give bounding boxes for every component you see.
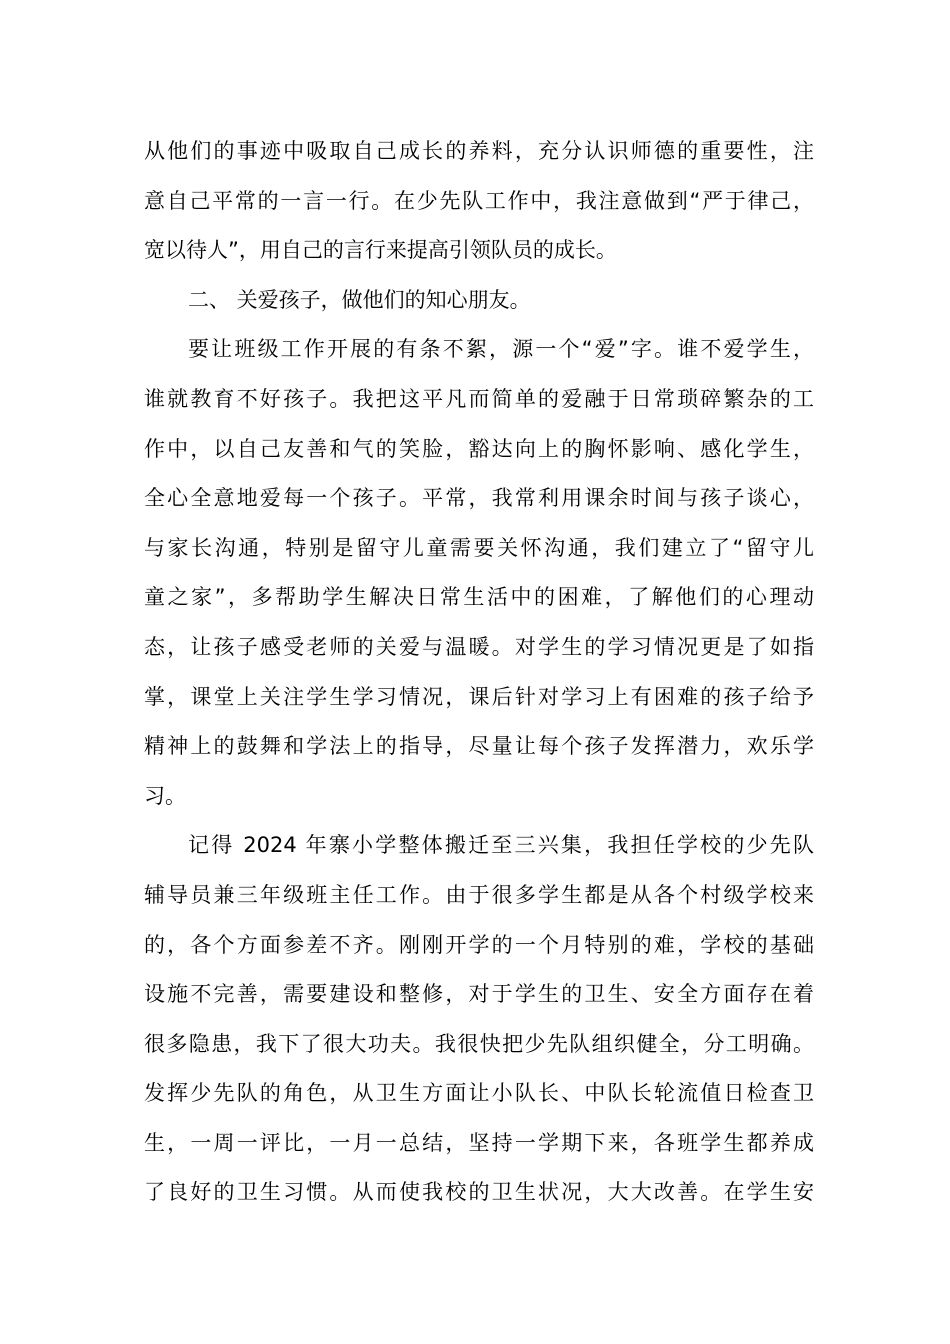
text-line: 发挥少先队的角色，从卫生方面让小队长、中队长轮流值日检查卫 <box>144 1081 814 1106</box>
text-line: 精神上的鼓舞和学法上的指导，尽量让每个孩子发挥潜力，欢乐学 <box>144 734 814 759</box>
text-line: 态，让孩子感受老师的关爱与温暖。对学生的学习情况更是了如指 <box>144 634 814 659</box>
text-line: 宽以待人”，用自己的言行来提高引领队员的成长。 <box>144 238 617 263</box>
text-line: 作中，以自己友善和气的笑脸，豁达向上的胸怀影响、感化学生， <box>144 436 814 461</box>
text-line: 的，各个方面参差不齐。刚刚开学的一个月特别的难，学校的基础 <box>144 932 814 957</box>
section-heading: 二、 关爱孩子，做他们的知心朋友。 <box>188 287 531 312</box>
text-line: 生，一周一评比，一月一总结，坚持一学期下来，各班学生都养成 <box>144 1130 814 1155</box>
text-line: 设施不完善，需要建设和整修，对于学生的卫生、安全方面存在着 <box>144 982 814 1007</box>
text-line: 全心全意地爱每一个孩子。平常，我常利用课余时间与孩子谈心， <box>144 486 814 511</box>
text-line: 掌，课堂上关注学生学习情况，课后针对学习上有困难的孩子给予 <box>144 684 814 709</box>
document-body <box>144 127 814 1218</box>
text-line: 记得 2024 年寨小学整体搬迁至三兴集，我担任学校的少先队 <box>188 833 814 858</box>
text-line: 意自己平常的一言一行。在少先队工作中，我注意做到“严于律己， <box>144 188 814 213</box>
text-line: 童之家”，多帮助学生解决日常生活中的困难，了解他们的心理动 <box>144 585 814 610</box>
text-line: 很多隐患，我下了很大功夫。我很快把少先队组织健全，分工明确。 <box>144 1031 814 1056</box>
text-line: 要让班级工作开展的有条不絮，源一个“爱”字。谁不爱学生， <box>188 337 814 362</box>
text-line: 谁就教育不好孩子。我把这平凡而简单的爱融于日常琐碎繁杂的工 <box>144 386 814 411</box>
text-line: 从他们的事迹中吸取自己成长的养料，充分认识师德的重要性，注 <box>144 139 814 163</box>
text-line: 与家长沟通，特别是留守儿童需要关怀沟通，我们建立了“留守儿 <box>144 535 814 560</box>
text-line: 习。 <box>144 783 186 808</box>
text-line: 辅导员兼三年级班主任工作。由于很多学生都是从各个村级学校来 <box>144 882 814 907</box>
text-line: 了良好的卫生习惯。从而使我校的卫生状况，大大改善。在学生安 <box>144 1180 814 1205</box>
